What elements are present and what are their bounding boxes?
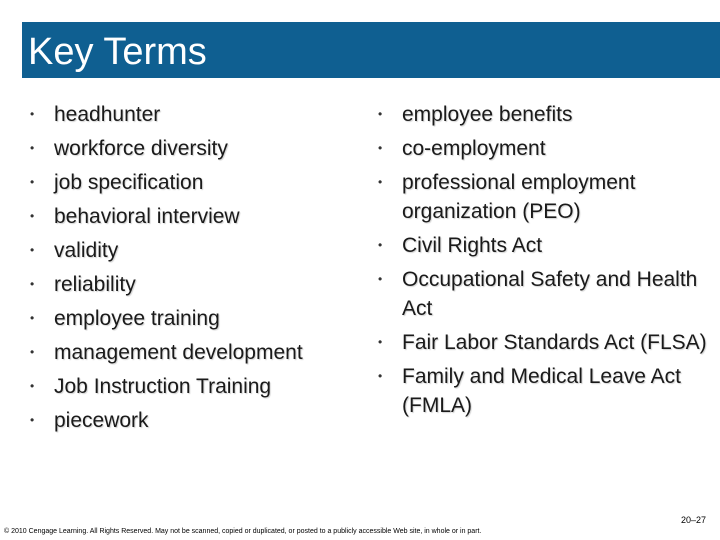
bullet-icon: • bbox=[378, 175, 383, 189]
bullet-icon: • bbox=[378, 335, 383, 349]
bullet-icon: • bbox=[30, 175, 35, 189]
term-text: validity bbox=[54, 239, 119, 262]
bullet-icon: • bbox=[378, 107, 383, 121]
right-term-list bbox=[378, 100, 710, 425]
bullet-icon: • bbox=[30, 141, 35, 155]
left-term-list bbox=[30, 100, 330, 440]
list-item bbox=[378, 100, 710, 129]
page-number: 20–27 bbox=[680, 515, 706, 525]
list-item bbox=[30, 168, 330, 197]
term-text: employee training bbox=[54, 307, 220, 330]
term-text: professional employment organization (PEO) bbox=[402, 171, 636, 223]
page-title: Key Terms bbox=[28, 31, 207, 73]
bullet-icon: • bbox=[378, 369, 383, 383]
term-text: Fair Labor Standards Act (FLSA) bbox=[402, 331, 707, 354]
term-text: Job Instruction Training bbox=[54, 375, 272, 398]
list-item bbox=[30, 372, 330, 401]
term-text: piecework bbox=[54, 409, 149, 432]
list-item bbox=[378, 168, 710, 226]
bullet-icon: • bbox=[378, 272, 383, 286]
list-item bbox=[378, 328, 710, 357]
term-text: job specification bbox=[54, 171, 204, 194]
bullet-icon: • bbox=[30, 277, 35, 291]
list-item bbox=[378, 231, 710, 260]
term-text: Occupational Safety and Health Act bbox=[402, 268, 698, 320]
list-item bbox=[30, 338, 330, 367]
bullet-icon: • bbox=[30, 243, 35, 257]
bullet-icon: • bbox=[30, 311, 35, 325]
bullet-icon: • bbox=[30, 379, 35, 393]
term-text: Civil Rights Act bbox=[402, 234, 543, 257]
list-item bbox=[30, 236, 330, 265]
list-item bbox=[378, 134, 710, 163]
title-bar bbox=[22, 22, 720, 78]
bullet-icon: • bbox=[30, 345, 35, 359]
term-text: headhunter bbox=[54, 103, 161, 126]
list-item bbox=[30, 406, 330, 435]
bullet-icon: • bbox=[30, 413, 35, 427]
list-item bbox=[30, 270, 330, 299]
list-item bbox=[30, 100, 330, 129]
bullet-icon: • bbox=[378, 238, 383, 252]
bullet-icon: • bbox=[378, 141, 383, 155]
list-item bbox=[378, 265, 710, 323]
term-text: employee benefits bbox=[402, 103, 573, 126]
term-text: co-employment bbox=[402, 137, 546, 160]
list-item bbox=[378, 362, 710, 420]
bullet-icon: • bbox=[30, 107, 35, 121]
term-text: management development bbox=[54, 341, 303, 364]
term-text: workforce diversity bbox=[54, 137, 228, 160]
term-text: Family and Medical Leave Act (FMLA) bbox=[402, 365, 681, 417]
term-text: reliability bbox=[54, 273, 136, 296]
list-item bbox=[30, 202, 330, 231]
copyright-notice: © 2010 Cengage Learning. All Rights Reserved. May not be scanned, copied or duplicated, or posted to a publicly accessible Web site, in whole or in part. bbox=[4, 528, 482, 535]
bullet-icon: • bbox=[30, 209, 35, 223]
list-item bbox=[30, 134, 330, 163]
list-item bbox=[30, 304, 330, 333]
term-text: behavioral interview bbox=[54, 205, 240, 228]
